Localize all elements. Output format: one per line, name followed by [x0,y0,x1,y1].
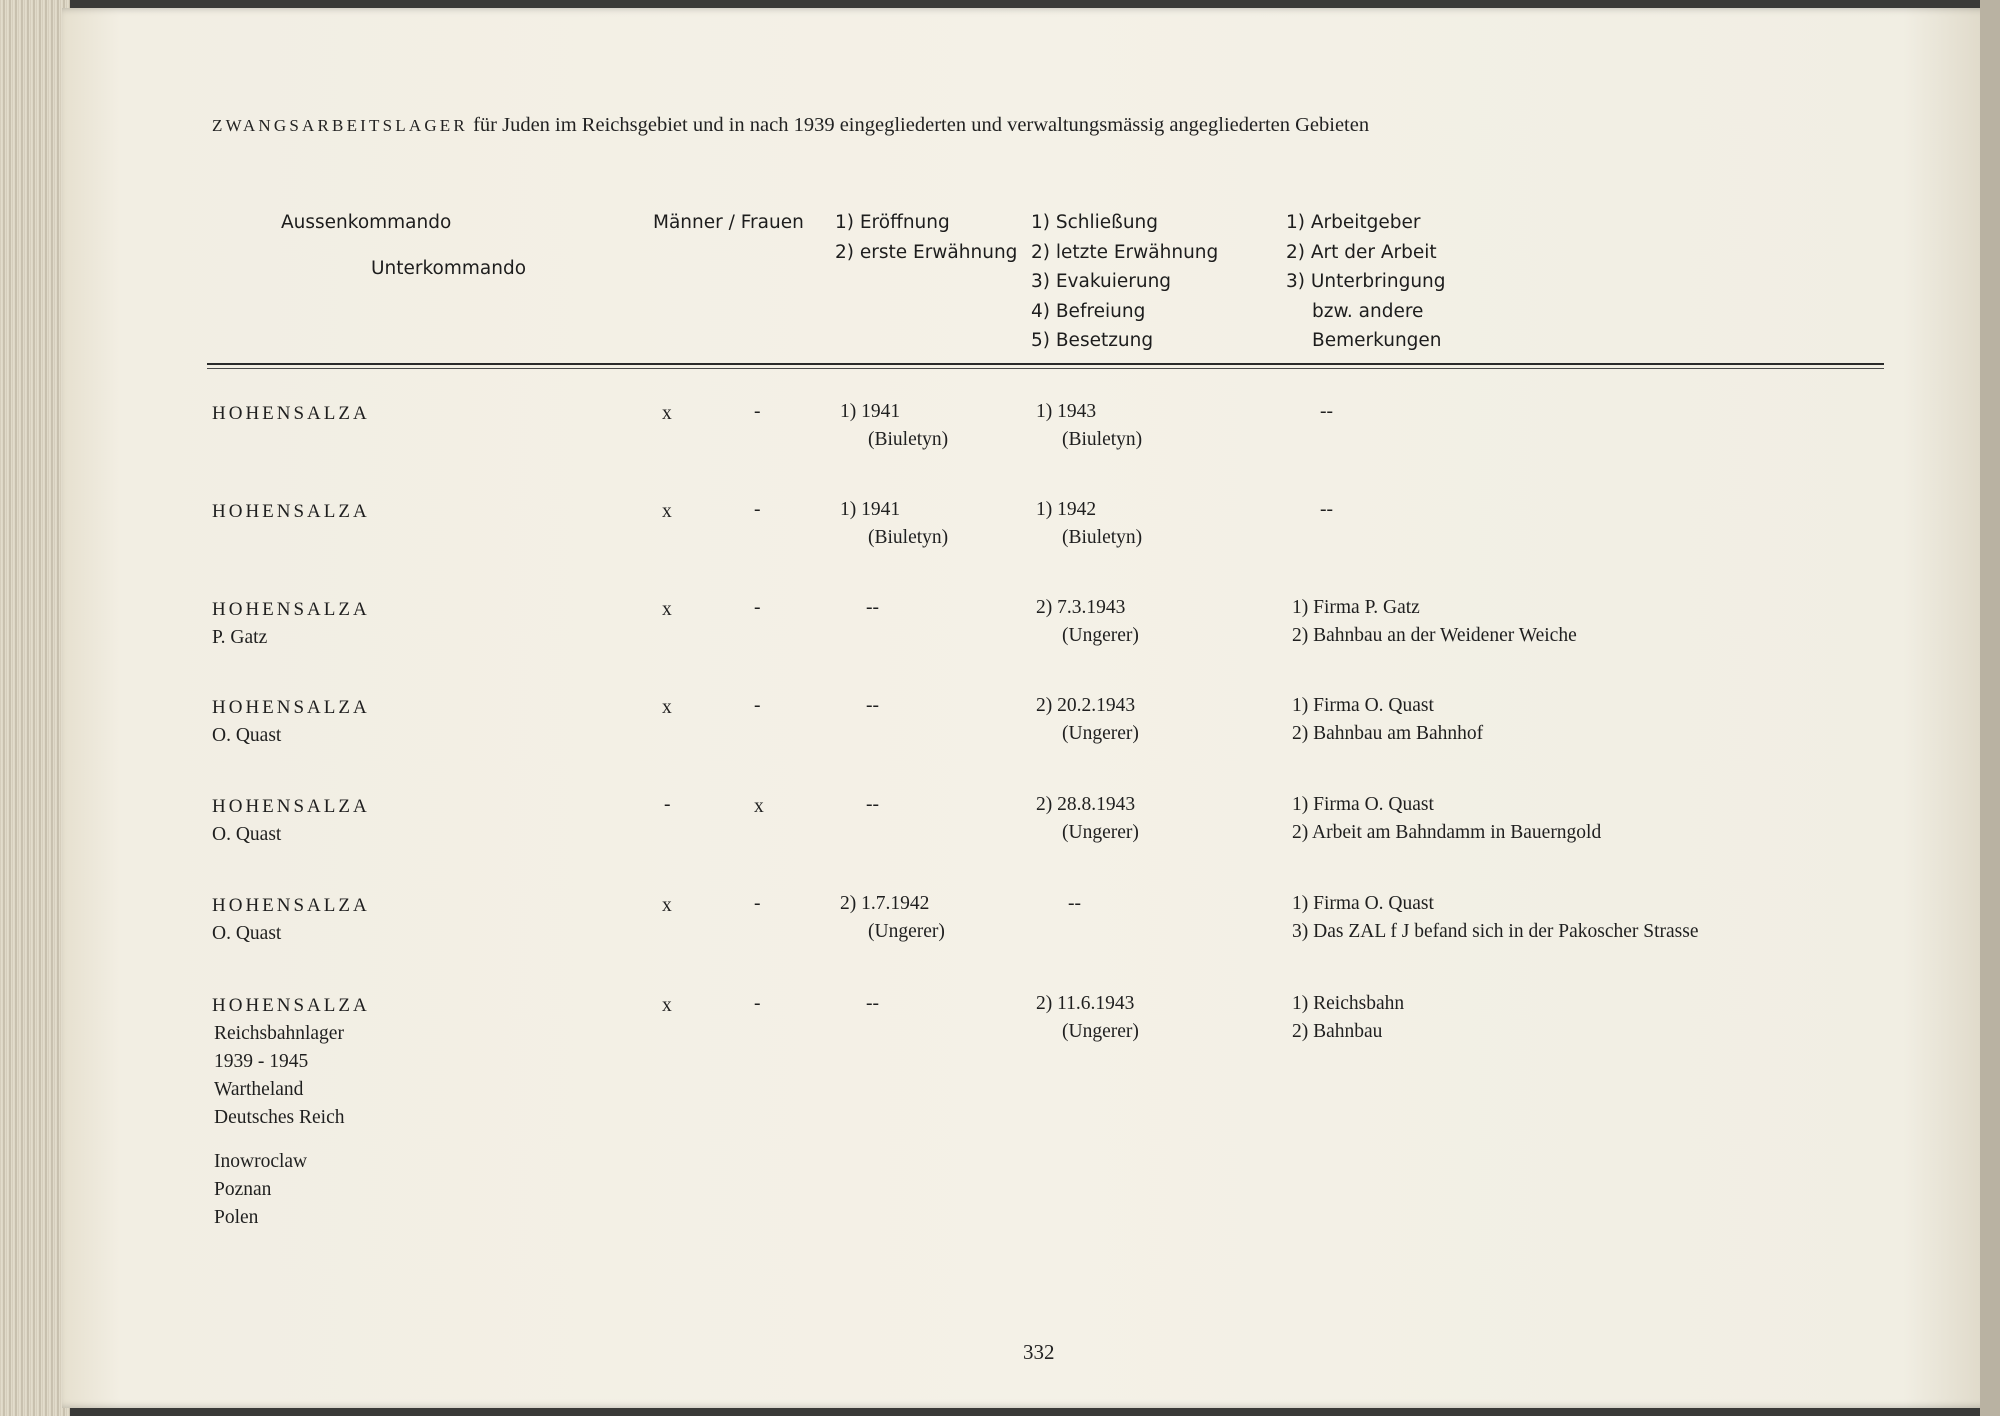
header-col5-line: 1) Arbeitgeber [1286,212,1421,233]
row-place: HOHENSALZA [212,501,370,522]
row-frauen: - [754,695,761,716]
header-col5-line: 3) Unterbringung [1286,271,1446,292]
row-maenner: x [662,995,672,1016]
header-col4-line: 3) Evakuierung [1031,271,1172,292]
row-place: HOHENSALZA [212,599,370,620]
cell-line: -- [866,794,879,815]
cell-line: 1) Firma O. Quast [1292,695,1434,716]
row-col3 [866,791,879,819]
header-aussenkommando: Aussenkommando [281,212,452,233]
row-frauen: - [754,893,761,914]
header-rule-thin [207,368,1884,369]
sub-line: P. Gatz [212,627,268,648]
cell-line: (Ungerer) [1062,723,1139,744]
row-col5 [1292,594,1577,650]
cell-line: (Biuletyn) [868,429,949,450]
cell-line: -- [866,597,879,618]
sub-line: Poznan [214,1179,272,1200]
row-frauen: - [754,993,761,1014]
row-col3 [840,398,948,454]
header-col5-line: bzw. andere [1312,300,1424,322]
cell-line: 1) Firma P. Gatz [1292,597,1420,618]
row-col5 [1320,496,1333,524]
row-col4 [1068,890,1081,918]
row-frauen: - [754,499,761,520]
row-col5 [1292,791,1601,847]
header-col5-line: 2) Art der Arbeit [1286,241,1437,263]
cell-line: 1) Firma O. Quast [1292,794,1434,815]
row-place: HOHENSALZA [212,895,370,916]
row-place: HOHENSALZA [212,796,370,817]
cell-line: 1) Reichsbahn [1292,993,1405,1014]
cell-line: 2) 1.7.1942 [840,893,930,914]
row-col4 [1036,594,1139,650]
header-unterkommando: Unterkommando [371,258,527,279]
sub-line: O. Quast [212,923,282,944]
cell-line: 1) 1941 [840,401,901,422]
cell-line: 2) Bahnbau [1292,1021,1383,1042]
sub-line: Deutsches Reich [214,1107,345,1128]
cell-line: 1) 1941 [840,499,901,520]
cell-line: -- [866,993,879,1014]
header-col4-line: 5) Besetzung [1031,330,1154,351]
header-col4 [1031,208,1218,356]
row-maenner: x [662,599,672,620]
row-subcommand [214,1020,345,1132]
row-col3 [840,496,948,552]
row-col4 [1036,398,1142,454]
page-title [212,114,1369,137]
cell-line: 1) 1942 [1036,499,1097,520]
row-col5 [1292,990,1404,1046]
row-location-modern [214,1148,307,1232]
sub-line: Reichsbahnlager [214,1023,344,1044]
sub-line: 1939 - 1945 [214,1051,309,1072]
header-col4-line: 4) Befreiung [1031,300,1146,322]
header-col4-line: 1) Schließung [1031,212,1159,233]
cell-line: 2) Arbeit am Bahndamm in Bauerngold [1292,822,1602,843]
cell-line: (Ungerer) [1062,625,1139,646]
header-rule [207,363,1884,365]
cell-line: 2) Bahnbau am Bahnhof [1292,723,1484,744]
row-col3 [866,692,879,720]
cell-line: 2) 20.2.1943 [1036,695,1136,716]
header-maenner-frauen: Männer / Frauen [653,212,804,233]
row-col5 [1292,890,1699,946]
row-place: HOHENSALZA [212,697,370,718]
cell-line: -- [866,695,879,716]
cell-line: 2) 11.6.1943 [1036,993,1135,1014]
cell-line: -- [1320,401,1333,422]
cell-line: 1) 1943 [1036,401,1097,422]
page-number: 332 [1023,1340,1055,1364]
row-col4 [1036,496,1142,552]
row-maenner: - [664,794,671,815]
cell-line: (Ungerer) [868,921,945,942]
header-col5 [1286,208,1446,356]
cell-line: 2) 7.3.1943 [1036,597,1126,618]
cell-line: (Ungerer) [1062,822,1139,843]
row-place: HOHENSALZA [212,403,370,424]
sub-line: Wartheland [214,1079,304,1100]
header-col4-line: 2) letzte Erwähnung [1031,241,1219,263]
row-col5 [1320,398,1333,426]
sub-line: Inowroclaw [214,1151,308,1172]
row-col5 [1292,692,1483,748]
row-col4 [1036,791,1139,847]
sub-line: O. Quast [212,725,282,746]
title-rest: für Juden im Reichsgebiet und in nach 1939 eingegliederten und verwaltungsmässig angegliederten Gebieten [473,114,1370,136]
row-place: HOHENSALZA [212,995,370,1016]
cell-line: (Ungerer) [1062,1021,1139,1042]
row-frauen: - [754,597,761,618]
header-col5-line: Bemerkungen [1312,330,1442,351]
row-col3 [866,990,879,1018]
cell-line: 2) 28.8.1943 [1036,794,1136,815]
header-col3-line: 2) erste Erwähnung [835,241,1018,263]
row-frauen: x [754,796,764,817]
cell-line: -- [1068,893,1081,914]
sub-line: O. Quast [212,824,282,845]
book-page-edges [0,0,70,1416]
cell-line: -- [1320,499,1333,520]
cell-line: 2) Bahnbau an der Weidener Weiche [1292,625,1577,646]
cell-line: (Biuletyn) [1062,429,1143,450]
header-col3 [835,208,1017,267]
row-col3 [866,594,879,622]
row-frauen: - [754,401,761,422]
row-subcommand [212,624,267,652]
book-right-edge [1980,0,2000,1416]
row-subcommand [212,821,281,849]
cell-line: 3) Das ZAL f J befand sich in der Pakoscher Strasse [1292,921,1699,942]
row-col4 [1036,692,1139,748]
row-maenner: x [662,895,672,916]
header-col3-line: 1) Eröffnung [835,212,950,233]
row-col4 [1036,990,1139,1046]
row-subcommand [212,920,281,948]
row-maenner: x [662,403,672,424]
row-subcommand [212,722,281,750]
row-col3 [840,890,945,946]
cell-line: 1) Firma O. Quast [1292,893,1434,914]
row-maenner: x [662,697,672,718]
title-spaced: ZWANGSARBEITSLAGER [212,116,468,135]
cell-line: (Biuletyn) [868,527,949,548]
row-maenner: x [662,501,672,522]
cell-line: (Biuletyn) [1062,527,1143,548]
sub-line: Polen [214,1207,259,1228]
